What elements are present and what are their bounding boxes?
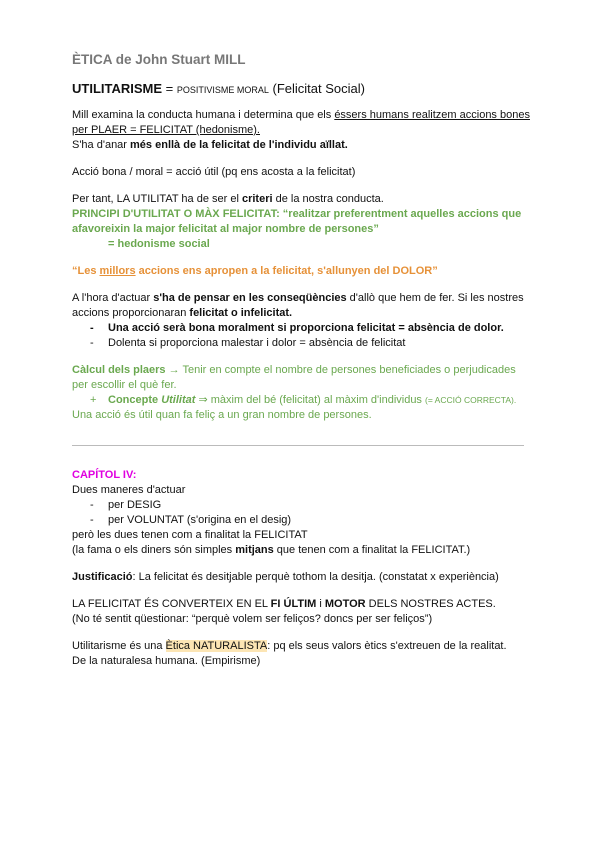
ways-list	[72, 498, 532, 528]
text: i	[316, 598, 325, 610]
heading-eq: =	[162, 81, 177, 96]
underlined-text: millors	[99, 265, 136, 277]
list-item: - Dolenta si proporciona malestar i dolor = absència de felicitat	[90, 336, 532, 351]
text: accions ens apropen a la felicitat, s'allunyen del DOLOR”	[135, 265, 438, 277]
chapter-title: CAPÍTOL IV:	[72, 469, 137, 481]
section-heading	[72, 81, 532, 98]
useful-action-line: Una acció és útil quan fa feliç a un gran nombre de persones.	[72, 409, 372, 421]
paragraph-mill	[72, 108, 532, 153]
list-item: - per VOLUNTAT (s'origina en el desig)	[90, 513, 532, 528]
arrow-icon: →	[165, 364, 183, 376]
bold-text: Justificació	[72, 571, 133, 583]
bold-text: Concepte	[108, 394, 162, 406]
text: de la nostra conducta.	[272, 193, 384, 205]
bold-text: criteri	[241, 193, 273, 205]
text: “Les	[72, 265, 100, 277]
paragraph-utility	[72, 192, 532, 207]
highlighted-text: Ètica NATURALISTA	[165, 640, 268, 652]
text: Tenir en compte el nombre de persones beneficiades o perjudicades per escollir el què fer.	[72, 364, 516, 391]
document-page	[72, 52, 532, 669]
underlined-text: éssers humans realitzem accions bones per PLAER = FELICITAT (hedonisme).	[72, 109, 530, 136]
bold-text: mitjans	[235, 544, 274, 556]
text: Utilitarisme és una	[72, 640, 166, 652]
chapter-intro: Dues maneres d'actuar	[72, 484, 186, 496]
text: S'ha d'anar	[72, 139, 131, 151]
document-title: ÈTICA de John Stuart MILL	[72, 52, 246, 67]
principle-indent: = hedonisme social	[108, 238, 210, 250]
concept-line	[72, 393, 532, 408]
small-text: (= ACCIÓ CORRECTA).	[425, 395, 517, 405]
bold-text: s'ha de pensar en les conseqüències	[153, 292, 347, 304]
text: DELS NOSTRES ACTES.	[365, 598, 496, 610]
divider	[72, 445, 524, 446]
paragraph-good-action: Acció bona / moral = acció útil (pq ens acosta a la felicitat)	[72, 166, 356, 178]
bold-text: felicitat o infelicitat.	[189, 307, 293, 319]
naturalism-line-2: De la naturalesa humana. (Empirisme)	[72, 655, 261, 667]
chapter-line-1: però les dues tenen com a finalitat la FELICITAT	[72, 529, 308, 541]
quote-line	[72, 264, 532, 279]
text: màxim del bé (felicitat) al màxim d'individus	[210, 394, 425, 406]
text: A l'hora d'actuar	[72, 292, 154, 304]
bold-text: MOTOR	[324, 598, 366, 610]
principle-line: PRINCIPI D'UTILITAT O MÀX FELICITAT: “realitzar preferentment aquelles accions que afavoreixin la major felicitat al major nombre de persones”	[72, 208, 522, 235]
text: d'allò que hem de fer. Si les nostres accions proporcionaran	[72, 292, 524, 319]
justification-line	[72, 570, 532, 585]
paragraph-calculus	[72, 363, 532, 393]
bold-text: Càlcul dels plaers	[72, 364, 166, 376]
list-item: - per DESIG	[90, 498, 532, 513]
text: : pq els seus valors ètics s'extreuen de la realitat.	[267, 640, 507, 652]
list-item: - Una acció serà bona moralment si proporciona felicitat = absència de dolor.	[90, 321, 532, 336]
plus-icon: +	[90, 394, 97, 406]
text: Per tant, LA UTILITAT ha de ser el	[72, 193, 242, 205]
text: : La felicitat és desitjable perquè tothom la desitja. (constatat x experiència)	[132, 571, 499, 583]
motor-line-2: (No té sentit qüestionar: “perquè volem ser feliços? doncs per ser feliços”)	[72, 613, 433, 625]
naturalism-line	[72, 639, 532, 654]
text: que tenen com a finalitat la FELICITAT.)	[273, 544, 471, 556]
consequence-list	[72, 321, 532, 351]
bold-italic-text: Utilitat	[161, 394, 196, 406]
text: LA FELICITAT ÉS CONVERTEIX EN EL	[72, 598, 271, 610]
chapter-line-2	[72, 543, 532, 558]
bold-text: FI ÚLTIM	[270, 598, 317, 610]
heading-small: POSITIVISME MORAL	[176, 85, 269, 95]
motor-line	[72, 597, 532, 612]
bold-text: més enllà de la felicitat de l'individu aïllat.	[130, 139, 348, 151]
heading-main: UTILITARISME	[72, 81, 163, 96]
text: (la fama o els diners són simples	[72, 544, 236, 556]
implies-icon: ⇒	[195, 394, 211, 406]
paragraph-consequences	[72, 291, 532, 321]
heading-rest: (Felicitat Social)	[268, 81, 365, 96]
text: Mill examina la conducta humana i determina que els	[72, 109, 335, 121]
